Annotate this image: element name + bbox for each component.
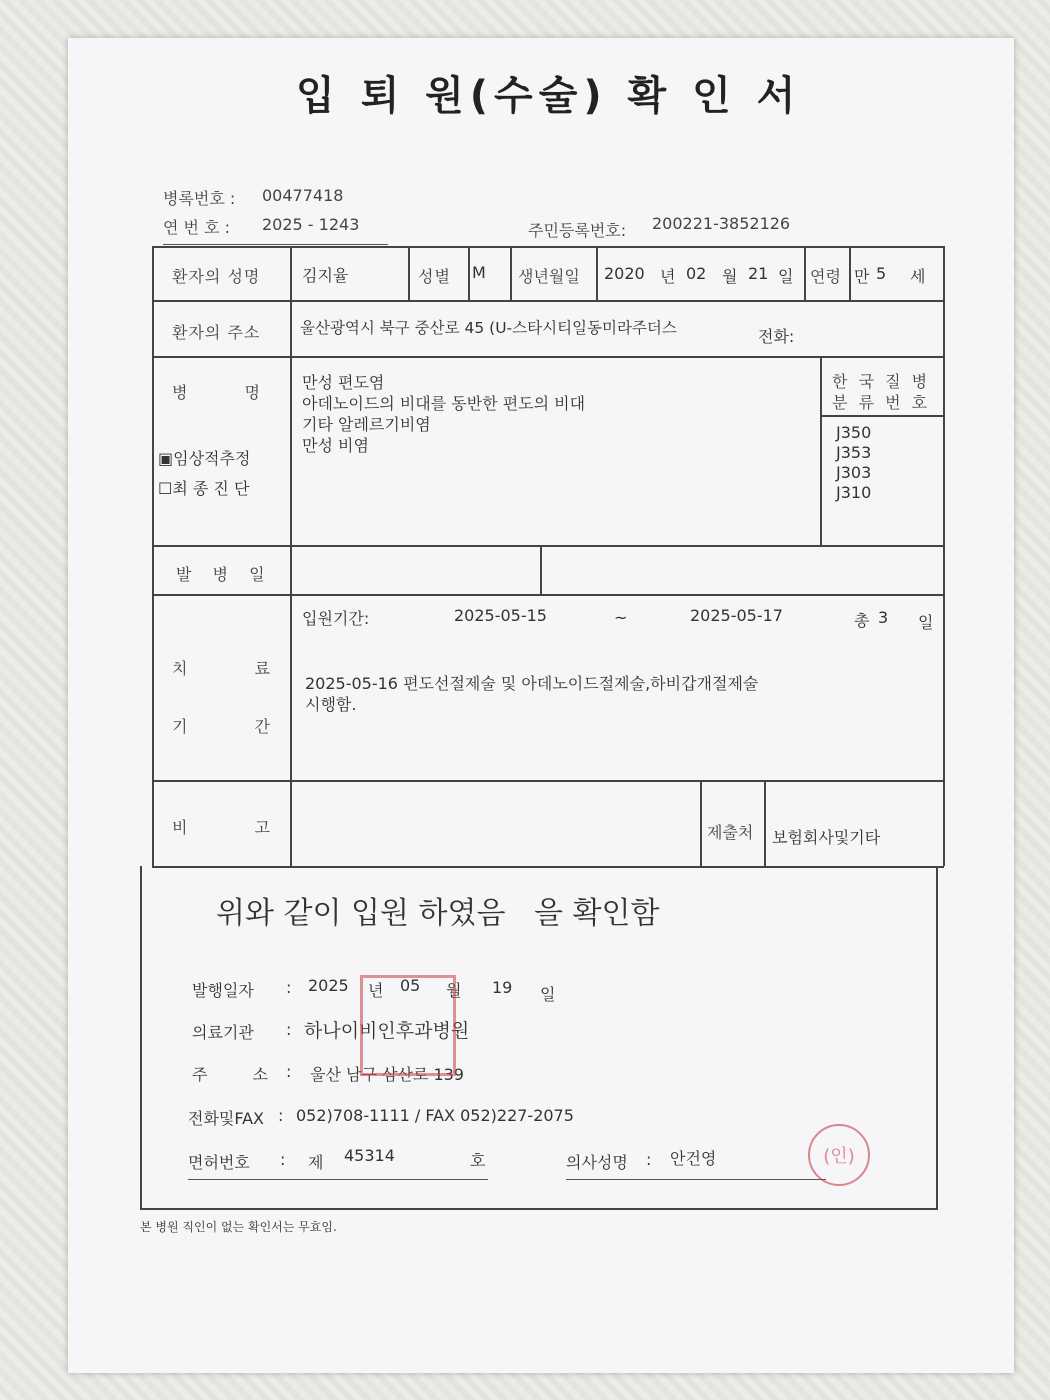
month-unit: 월	[722, 267, 738, 286]
address-label: 환자의 주소	[172, 323, 261, 342]
registration-number: 00477418	[262, 186, 344, 205]
issue-month: 05	[400, 976, 421, 995]
license-number: 45314	[344, 1146, 395, 1165]
year-unit: 년	[660, 267, 676, 286]
row-divider	[152, 356, 944, 358]
age-unit: 세	[910, 267, 926, 286]
confirmation-border-right	[936, 866, 938, 1210]
age-label: 연령	[810, 267, 841, 286]
confirmation-border-left	[140, 866, 142, 1210]
kcd-header-divider	[820, 415, 944, 417]
row-divider	[152, 780, 944, 782]
issue-day: 19	[492, 978, 513, 997]
footer-note: 본 병원 직인이 없는 확인서는 무효임.	[140, 1220, 337, 1234]
phone-fax-label: 전화및FAX	[188, 1109, 265, 1128]
sex-value: M	[472, 263, 486, 282]
total-days: 3	[878, 608, 889, 627]
phone-label: 전화:	[758, 327, 795, 346]
total-prefix: 총	[854, 611, 870, 630]
label-column-divider	[290, 246, 292, 866]
rrn-label: 주민등록번호:	[528, 218, 824, 247]
day-unit: 일	[778, 267, 794, 286]
admission-end-date: 2025-05-17	[690, 606, 783, 625]
table-border-left	[152, 246, 154, 866]
submit-to-label: 제출처	[707, 823, 754, 842]
institution-label: 의료기관	[192, 1023, 254, 1042]
patient-name-label: 환자의 성명	[172, 267, 261, 286]
phone-fax-value: 052)708-1111 / FAX 052)227-2075	[296, 1106, 574, 1125]
age-value: 5	[876, 264, 887, 283]
clinical-estimate-checkbox: ▣임상적추정	[158, 449, 251, 468]
remarks-label: 비 고	[172, 818, 271, 837]
dob-year: 2020	[604, 264, 645, 283]
cell-divider	[468, 246, 470, 300]
submit-to-value: 보험회사및기타	[772, 828, 881, 847]
document-title: 입 퇴 원(수술) 확 인 서	[296, 73, 802, 119]
period-label: 기 간	[172, 717, 271, 736]
row-divider	[152, 300, 944, 302]
month-unit: 월	[446, 981, 462, 1000]
license-label: 면허번호	[188, 1150, 488, 1180]
license-suffix: 호	[470, 1151, 486, 1170]
diagnosis-name: 만성 편도염	[302, 373, 385, 392]
diagnosis-label: 병 명	[172, 383, 261, 402]
serial-label: 연 번 호 :	[163, 215, 388, 245]
age-prefix: 만	[854, 267, 870, 286]
cell-divider	[849, 246, 851, 300]
doctor-seal-stamp: (인)	[808, 1124, 870, 1186]
year-unit: 년	[368, 981, 384, 1000]
table-border-top	[152, 246, 944, 248]
cell-divider	[408, 246, 410, 300]
diagnosis-name: 기타 알레르기비염	[302, 415, 431, 434]
kcd-label: 분 류 번 호	[832, 393, 931, 412]
cell-divider	[596, 246, 598, 300]
diagnosis-name: 만성 비염	[302, 436, 369, 455]
patient-name: 김지율	[302, 266, 349, 285]
remarks-divider	[700, 780, 702, 866]
treatment-detail: 2025-05-16 편도선절제술 및 아데노이드절제술,하비갑개절제술	[305, 674, 759, 693]
cell-divider	[804, 246, 806, 300]
onset-divider	[540, 545, 542, 595]
doctor-label: 의사성명	[566, 1150, 826, 1180]
sex-label: 성별	[418, 267, 451, 286]
confirmation-statement: 위와 같이 입원 하였음 을 확인함	[216, 896, 660, 931]
hospital-address: 울산 남구 삼산로 139	[310, 1065, 464, 1084]
day-unit: 일	[540, 985, 556, 1004]
kcd-code: J303	[836, 463, 872, 482]
row-divider	[152, 594, 944, 596]
issue-date-label: 발행일자	[192, 981, 254, 1000]
registration-label: 병록번호 :	[163, 189, 236, 208]
diagnosis-name: 아데노이드의 비대를 동반한 편도의 비대	[302, 394, 586, 413]
issue-year: 2025	[308, 976, 349, 995]
kcd-column-divider	[820, 356, 822, 546]
dob-day: 21	[748, 264, 769, 283]
hospital-address-label: 주 소	[192, 1065, 268, 1084]
doctor-name: 안건영	[670, 1149, 717, 1168]
kcd-code: J350	[836, 423, 872, 442]
rrn-value: 200221-3852126	[652, 214, 791, 233]
dob-label: 생년월일	[518, 267, 580, 286]
serial-number: 2025 - 1243	[262, 215, 360, 234]
total-unit: 일	[918, 613, 934, 632]
license-prefix: 제	[308, 1153, 324, 1172]
treatment-detail: 시행함.	[305, 695, 357, 714]
table-border-right	[943, 246, 945, 866]
patient-address: 울산광역시 북구 중산로 45 (U-스타시티일동미라주더스	[300, 319, 677, 337]
remarks-divider	[764, 780, 766, 866]
treatment-label: 치 료	[172, 659, 271, 678]
cell-divider	[510, 246, 512, 300]
hospital-seal-stamp	[360, 975, 456, 1076]
row-divider	[152, 866, 944, 868]
admission-start-date: 2025-05-15	[454, 606, 547, 625]
kcd-code: J310	[836, 483, 872, 502]
final-diagnosis-checkbox: ☐최 종 진 단	[158, 479, 250, 498]
admission-period-label: 입원기간:	[302, 609, 370, 628]
confirmation-border-bottom	[140, 1208, 937, 1210]
row-divider	[152, 545, 944, 547]
dob-month: 02	[686, 264, 707, 283]
date-separator: ~	[614, 608, 628, 627]
kcd-code: J353	[836, 443, 872, 462]
onset-label: 발 병 일	[176, 565, 266, 584]
kcd-label: 한 국 질 병	[832, 372, 931, 391]
institution-name: 하나이비인후과병원	[304, 1020, 470, 1042]
